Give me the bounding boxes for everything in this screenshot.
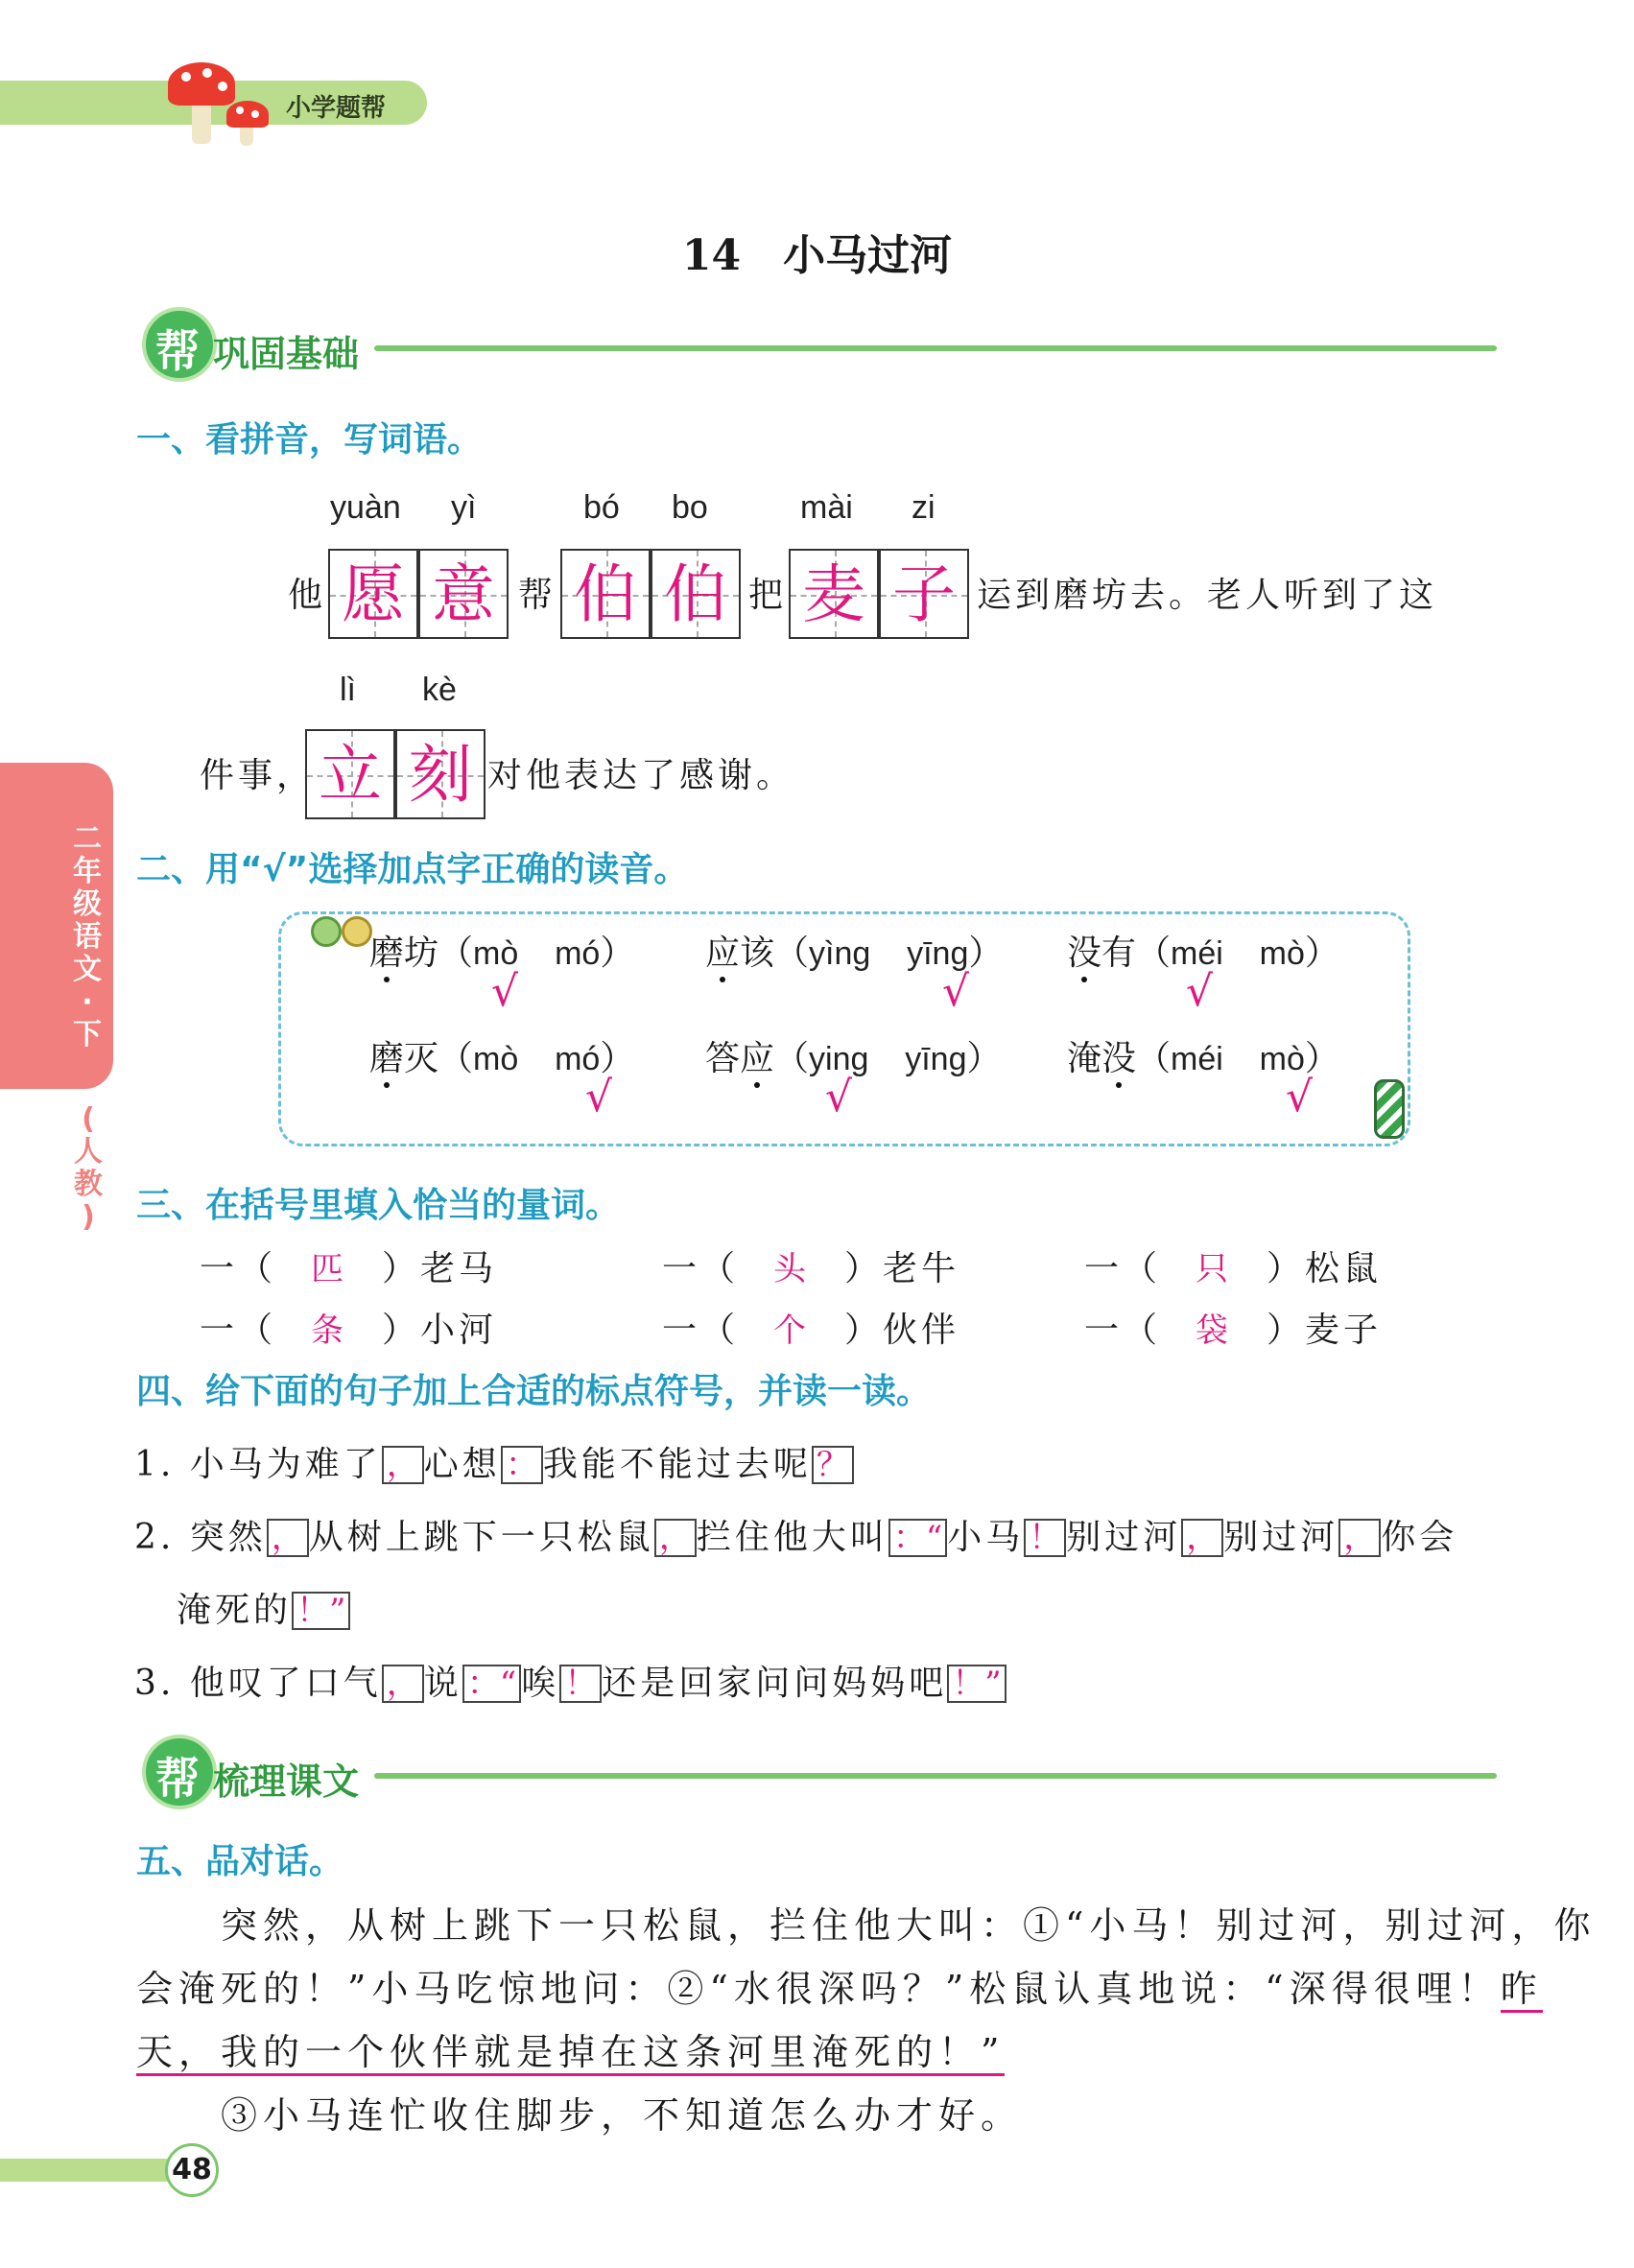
pinyin: kè	[422, 672, 457, 708]
tianzige-box	[305, 729, 487, 819]
grade-label: 二 年 级 语 文 · 下	[73, 822, 102, 1051]
option: yīng	[907, 935, 969, 972]
check-mark-icon: √	[825, 1073, 853, 1122]
punct-sentence-2: 2. 突然 ， 从树上跳下一只松鼠 ， 拦住他大叫 ：“ 小马 ！ 别过河 ， 别过河 ， 你会	[134, 1518, 1458, 1557]
answer-char: 愿	[342, 557, 405, 631]
pinyin: bó	[583, 489, 620, 526]
option: mó	[555, 935, 601, 972]
check-mark-icon: √	[1286, 1073, 1314, 1122]
char-dotted: 没	[1101, 1039, 1137, 1078]
question-heading: 三、在括号里填入恰当的量词。	[136, 1186, 621, 1225]
q1-line2	[200, 672, 1063, 825]
section-badge-icon: 帮	[142, 1735, 217, 1809]
char: 坊	[404, 933, 439, 973]
underlined-text: 天，我的一个伙伴就是掉在这条河里淹死的！”	[136, 2031, 1005, 2076]
char-dotted: 没	[1067, 933, 1102, 973]
connector-text: 把	[748, 576, 788, 615]
measure-item: 一（ 头 ）老牛	[662, 1249, 960, 1288]
char-dotted: 磨	[369, 1039, 405, 1078]
option: yìng	[809, 935, 871, 972]
question-heading: 一、看拼音，写词语。	[136, 420, 483, 460]
question-heading: 二、用“√”选择加点字正确的读音。	[136, 850, 689, 889]
question-heading: 四、给下面的句子加上合适的标点符号，并读一读。	[136, 1372, 932, 1411]
option: mò	[1259, 935, 1305, 972]
reading-item: 淹没（méi mò）	[1067, 1039, 1339, 1078]
mushroom-logo-icon	[163, 58, 278, 149]
brand-text: 小学题帮	[286, 94, 387, 123]
option: mò	[1259, 1041, 1305, 1077]
answer-char: 意	[432, 557, 495, 631]
answer-char: 立	[319, 738, 382, 812]
char: 答	[705, 1039, 741, 1078]
option: méi	[1171, 1041, 1223, 1077]
answer-char: 刻	[409, 738, 472, 812]
measure-item: 一（ 袋 ）麦子	[1084, 1311, 1383, 1350]
tianzige-box	[560, 549, 743, 639]
char-dotted: 磨	[369, 933, 405, 973]
dialogue-line: ③小马连忙收住脚步，不知道怎么办才好。	[221, 2094, 1024, 2137]
page-title: 14 小马过河	[681, 231, 953, 280]
edition-label: ( 人 教 )	[74, 1102, 103, 1234]
option: yīng	[905, 1041, 967, 1077]
lead-text: 他	[288, 576, 327, 615]
punct-sentence-2-cont: 淹死的 ！”	[177, 1583, 350, 1632]
page-number: 48	[165, 2143, 219, 2197]
option: méi	[1171, 935, 1223, 972]
pencil-icon	[1374, 1079, 1405, 1139]
bead-icon	[311, 916, 342, 947]
char: 灭	[404, 1039, 439, 1078]
measure-item: 一（ 个 ）伙伴	[662, 1311, 960, 1350]
char: 该	[740, 933, 775, 973]
tianzige-box	[328, 549, 510, 639]
bead-icon	[342, 916, 372, 947]
check-mark-icon: √	[491, 967, 519, 1016]
pinyin: zi	[912, 489, 935, 526]
reading-item: 答应（ying yīng）	[705, 1039, 1002, 1078]
pinyin: yuàn	[330, 489, 401, 526]
reading-item: 磨灭（mò mó）	[369, 1039, 635, 1078]
check-mark-icon: √	[585, 1073, 613, 1122]
question-heading: 五、品对话。	[136, 1842, 344, 1881]
char: 有	[1101, 933, 1137, 973]
connector-text: 帮	[518, 576, 557, 615]
measure-item: 一（ 匹 ）老马	[200, 1249, 498, 1288]
answer-char: 伯	[574, 557, 637, 631]
char-dotted: 应	[740, 1039, 775, 1078]
check-mark-icon: √	[942, 967, 970, 1016]
pinyin: mài	[800, 489, 853, 526]
section-divider	[374, 1773, 1497, 1779]
reading-item: 磨坊（mò mó）	[369, 933, 635, 973]
dialogue-line: 突然，从树上跳下一只松鼠，拦住他大叫：①“小马！别过河，别过河，你	[221, 1904, 1597, 1947]
section-badge-icon: 帮	[142, 307, 217, 382]
reading-item: 应该（yìng yīng）	[705, 933, 1004, 973]
section-label: 巩固基础	[213, 333, 360, 375]
lead-text: 件事，	[200, 756, 316, 795]
section-label: 梳理课文	[213, 1760, 360, 1803]
underlined-text: 昨	[1501, 1968, 1543, 2013]
tianzige-box	[789, 549, 971, 639]
char-dotted: 应	[705, 933, 741, 973]
pinyin: bo	[672, 489, 708, 526]
q1-line1	[288, 489, 1497, 643]
char: 淹	[1067, 1039, 1102, 1078]
option: mò	[473, 935, 519, 972]
pinyin: yì	[451, 489, 477, 526]
pinyin: lì	[340, 672, 356, 708]
check-mark-icon: √	[1186, 967, 1214, 1016]
punct-sentence-3: 3. 他叹了口气 ， 说 ：“ 唉 ！ 还是回家问问妈妈吧 ！”	[134, 1656, 1006, 1705]
reading-item: 没有（méi mò）	[1067, 933, 1339, 973]
answer-char: 麦	[802, 557, 865, 631]
dialogue-line: 会淹死的！”小马吃惊地问：②“水很深吗？”松鼠认真地说：“深得很哩！昨	[136, 1957, 1543, 2020]
sentence-text: 运到磨坊去。老人听到了这	[977, 576, 1438, 615]
sentence-text: 对他表达了感谢。	[487, 756, 795, 795]
option: mò	[473, 1041, 519, 1077]
measure-item: 一（ 条 ）小河	[200, 1311, 498, 1350]
section-divider	[374, 345, 1497, 351]
answer-char: 子	[892, 557, 956, 631]
punct-sentence-1: 1. 小马为难了 ， 心想 ： 我能不能过去呢 ？	[134, 1437, 854, 1486]
dialogue-line	[136, 2020, 1005, 2084]
footer-band	[0, 2159, 178, 2182]
option: mó	[555, 1041, 601, 1077]
option: ying	[809, 1041, 869, 1077]
measure-item: 一（ 只 ）松鼠	[1084, 1249, 1383, 1288]
answer-char: 伯	[664, 557, 727, 631]
